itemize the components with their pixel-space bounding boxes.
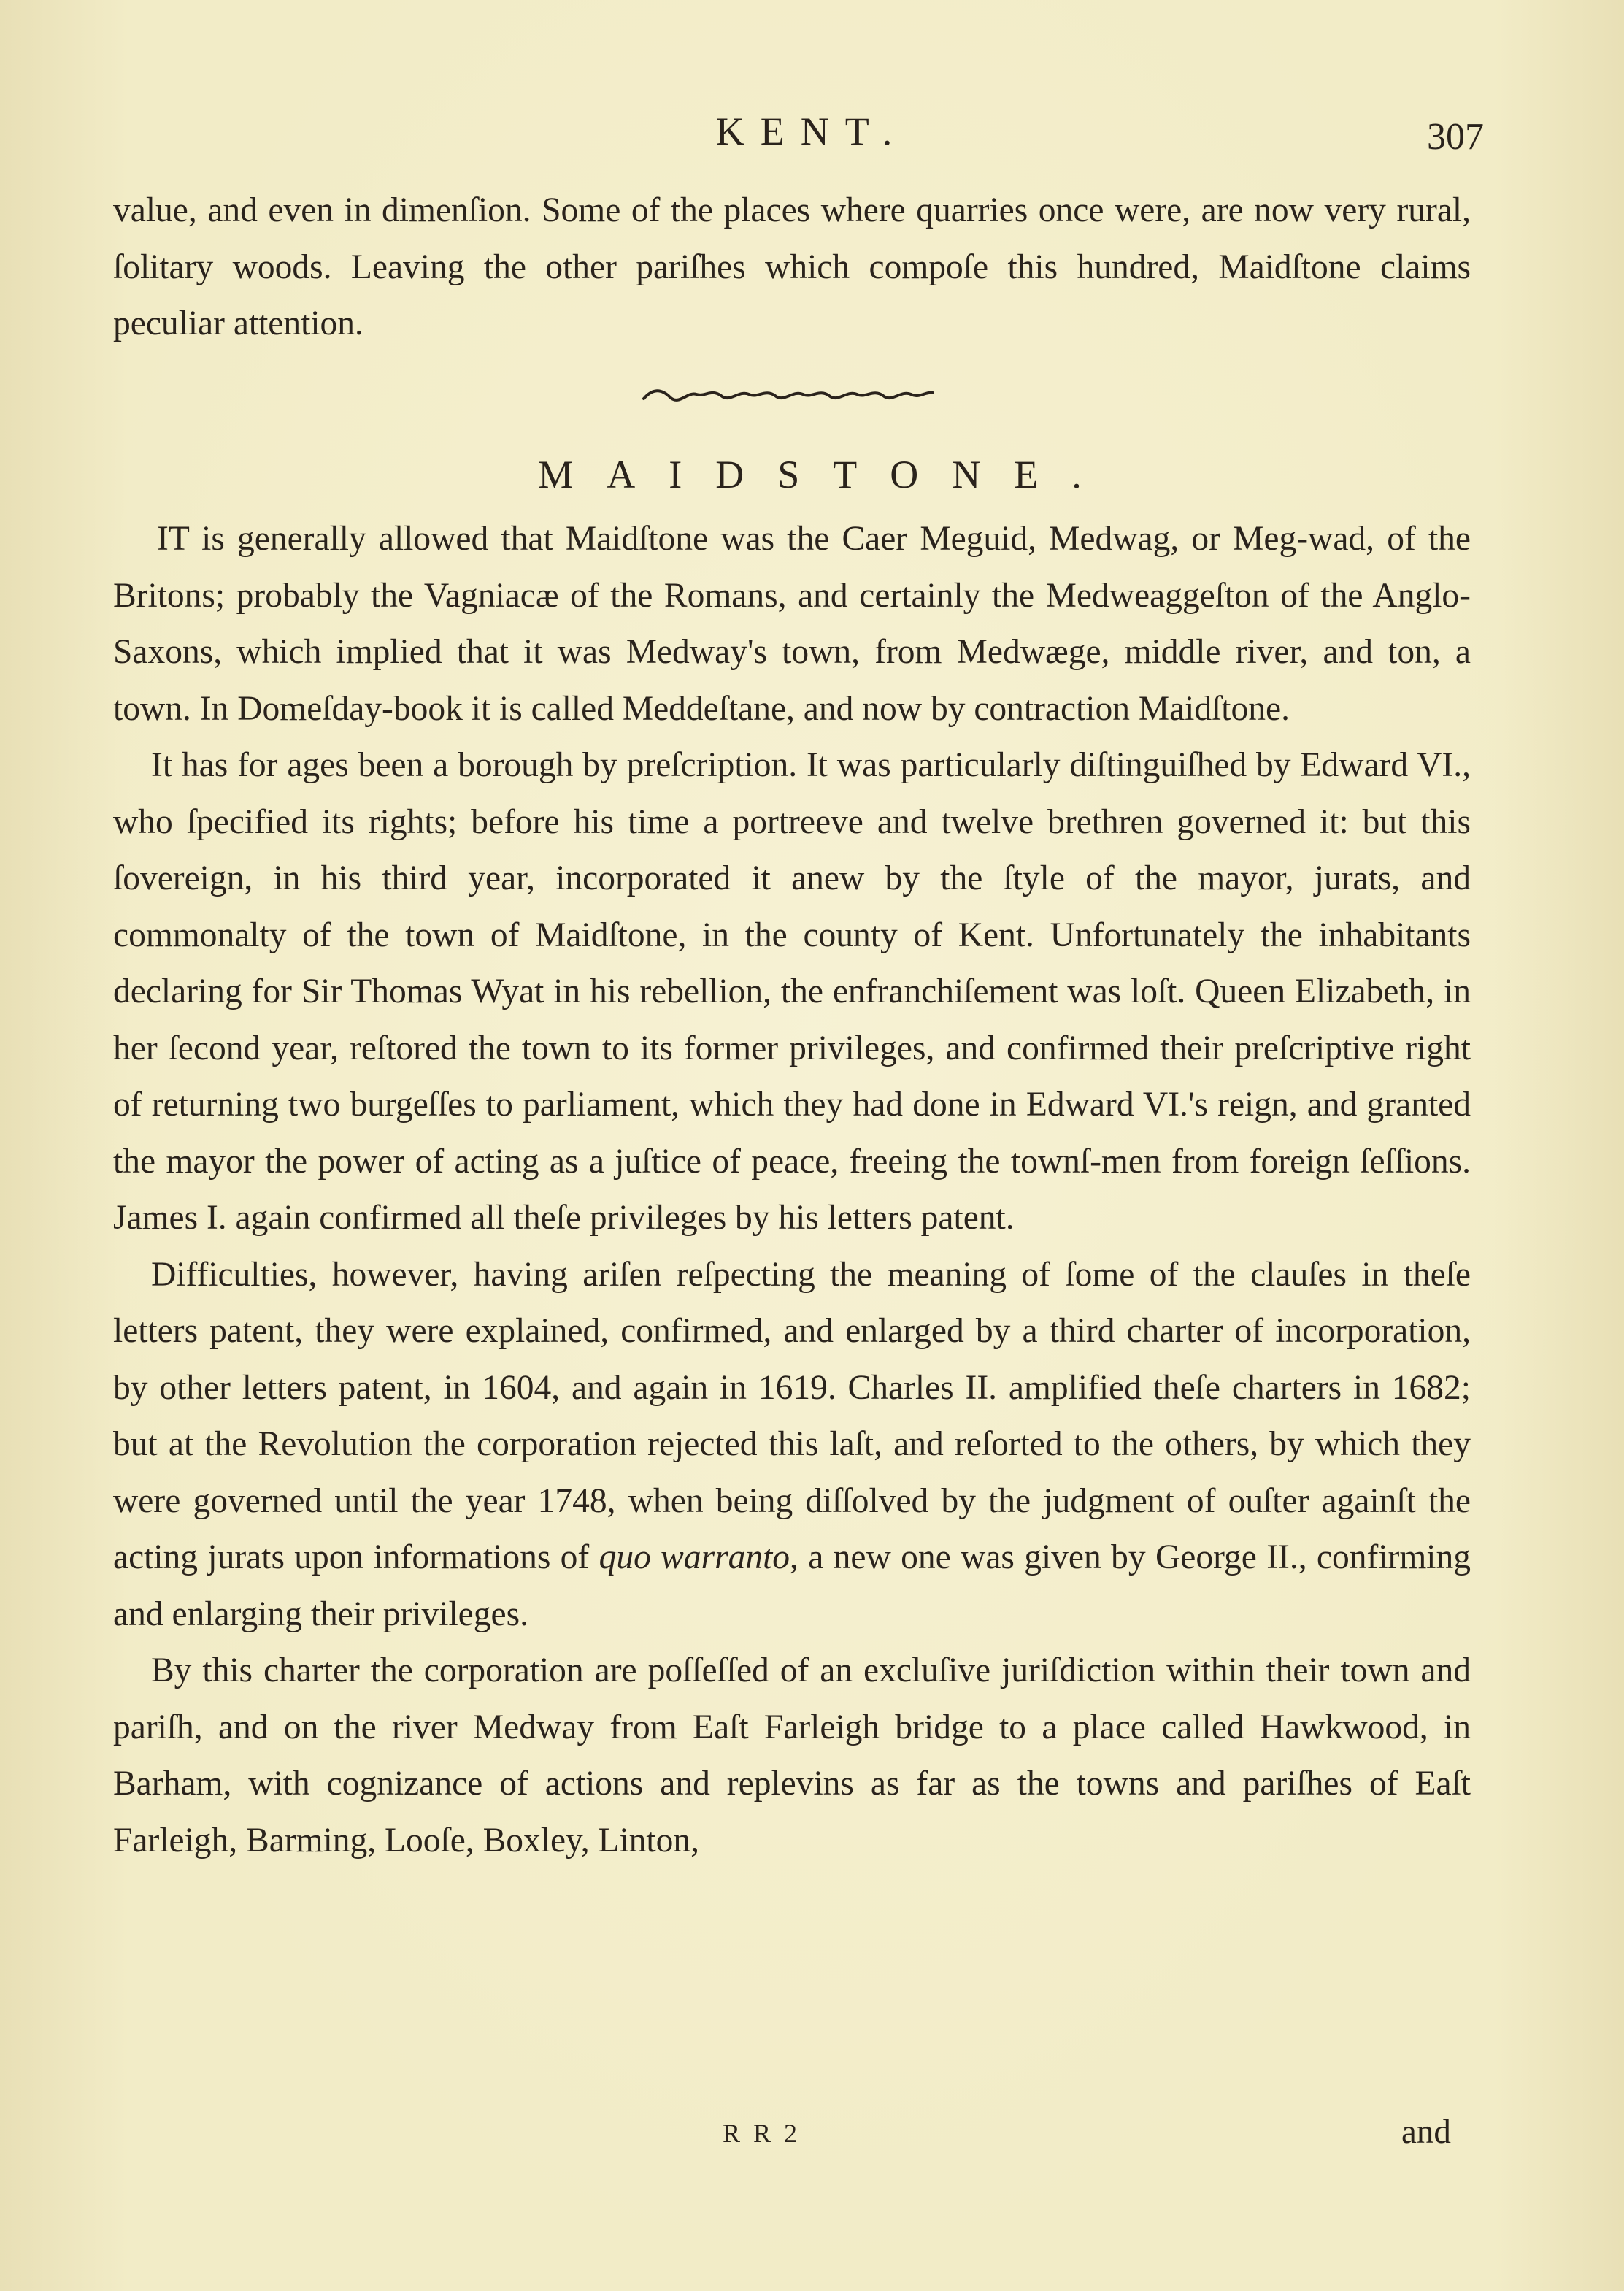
charter-text-after: , a new one was given by George II., confirming and enlarging their privileges. [113,1538,1471,1633]
page-number: 307 [1427,116,1484,158]
paragraph-charters [113,1247,1471,1643]
catchword: and [1401,2113,1451,2151]
paragraph-jurisdiction: By this charter the corporation are poſſeſſed of an excluſive juriſdiction within their town and pariſh, and on the river Medway from Eaſt Farleigh bridge to a place called Hawkwood, in Barham, with cognizance of actions and replevins as far as the towns and pariſhes of Eaſt Farleigh, Barming, Looſe, Boxley, Linton, [113,1651,1471,1860]
signature-mark: RR2 [723,2119,811,2148]
page-footer [0,2112,1624,2163]
charter-text-before: Difficulties, however, having ariſen reſpecting the meaning of ſome of the clauſes in theſe letters patent, they were explained, confirmed, and enlarged by a third charter of incorporation, by other letters patent, in 1604, and again in 1619. Charles II. amplified theſe charters in 1682; but at the Revolution the corporation rejected this laſt, and reſorted to the others, by which they were governed until the year 1748, when being diſſolved by the judgment of ouſter againſt the acting jurats upon informations of [113,1255,1471,1576]
quo-warranto-italic: quo warranto [599,1538,790,1576]
running-title: KENT. [715,110,909,153]
section-title: MAIDSTONE. [538,453,1115,496]
paragraph-origins: IT is generally allowed that Maidſtone was the Caer Meguid, Medwag, or Meg-wad, of the Britons; probably the Vagniacæ of the Romans, and certainly the Medweaggeſton of the Anglo-Saxons, which implied that it was Medway's town, from Medwæge, middle river, and ton, a town. In Domeſday-book it is called Meddeſtane, and now by contraction Maidſtone. [113,520,1471,728]
main-text [113,511,1471,1869]
intro-paragraph [113,183,1471,353]
paragraph-borough: It has for ages been a borough by preſcription. It was particularly diſtinguiſhed by Edward VI., who ſpecified its rights; before his time a portreeve and twelve brethren governed it: but this ſovereign, in his third year, incorporated it anew by the ſtyle of the mayor, jurats, and commonalty of the town of Maidſtone, in the county of Kent. Unfortunately the inhabitants declaring for Sir Thomas Wyat in his rebellion, the enfranchiſement was loſt. Queen Elizabeth, in her ſecond year, reſtored the town to its former privileges, and confirmed their preſcriptive right of returning two burgeſſes to parliament, which they had done in Edward VI.'s reign, and granted the mayor the power of acting as a juſtice of peace, freeing the townſ-men from foreign ſeſſions. James I. again confirmed all theſe privileges by his letters patent. [113,746,1471,1237]
intro-text: value, and even in dimenſion. Some of the places where quarries once were, are now very rural, ſolitary woods. Leaving the other pariſhes which compoſe this hundred, Maidſtone claims peculiar attention. [113,191,1471,342]
wave-ornament-icon [642,385,934,407]
